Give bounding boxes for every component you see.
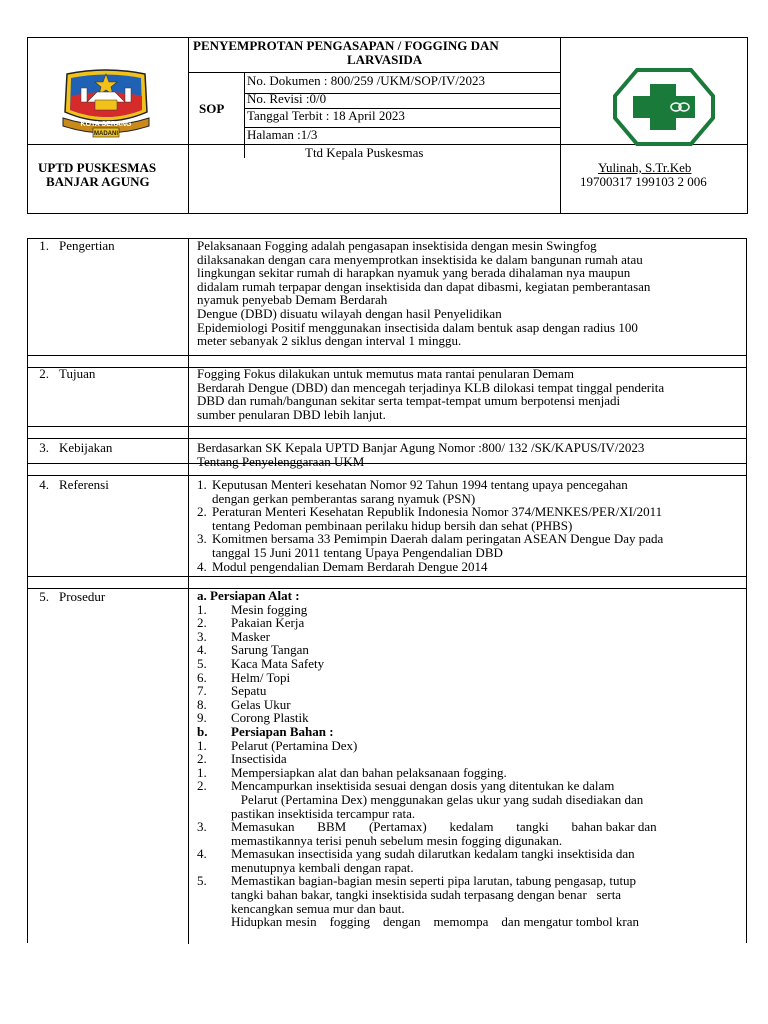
- list-item: 1. Mesin fogging: [197, 601, 308, 617]
- list-item: 4. Sarung Tangan: [197, 642, 309, 658]
- row-label-kebijakan: 3. Kebijakan: [39, 440, 113, 455]
- signer-nip: 19700317 199103 2 006: [580, 174, 707, 189]
- page-number: Halaman :1/3: [247, 127, 318, 142]
- procedure-step: 1. Mempersiapkan alat dan bahan pelaksanaan fogging.: [197, 764, 507, 780]
- pengertian-text: Pelaksanaan Fogging adalah pengasapan insektisida dengan mesin Swingfog dilaksanakan dengan cara menyemprotkan insektisida ke dalam bangunan rumah atau lingkungan sekitar rumah di harapkan nyamuk yang berada dihalaman nya maupun didalam rumah terpapar dengan insektisida dan dapat dibasmi, kegiatan pemberantasan nyamuk penyebab Demam Berdarah Dengue (DBD) disuatu wilayah dengan hasil Penyelidikan Epidemiologi Positif menggunakan insectisida dalam bentuk asap dengan radius 100 meter sebanyak 2 siklus dengan interval 1 minggu.: [197, 238, 651, 349]
- list-item: 2. Insectisida: [197, 751, 287, 767]
- list-item: 8. Gelas Ukur: [197, 696, 291, 712]
- sop-title-line1: PENYEMPROTAN PENGASAPAN / FOGGING DAN: [193, 38, 499, 53]
- signature-label: Ttd Kepala Puskesmas: [305, 145, 424, 160]
- procedure-step: 2. Mencampurkan insektisida sesuai dengan dosis yang ditentukan ke dalam Pelarut (Pertamina Dex) menggunakan gelas ukur yang sudah disediakan dan pastikan insektisida tercampur rata.: [197, 778, 644, 821]
- kebijakan-text: Berdasarkan SK Kepala UPTD Banjar Agung Nomor :800/ 132 /SK/KAPUS/IV/2023 Tentang Penyelenggaraan UKM: [197, 440, 645, 469]
- prosedur-content: [197, 589, 740, 929]
- logo-text-bottom: MADANI: [94, 131, 118, 137]
- procedure-step: 4. Memasukan insectisida yang sudah dilarutkan kedalam tangki insektisida dan menutupnya kembali dengan rapat.: [197, 846, 635, 875]
- list-item: 5. Kaca Mata Safety: [197, 655, 325, 671]
- org-name-line1: UPTD PUSKESMAS: [38, 160, 157, 175]
- referensi-list: [197, 478, 740, 573]
- signer-name: Yulinah, S.Tr.Keb: [598, 160, 692, 175]
- bahan-heading: b. Persiapan Bahan :: [197, 723, 334, 739]
- row-label-tujuan: 2. Tujuan: [39, 366, 96, 381]
- row-label-pengertian: 1. Pengertian: [39, 238, 115, 253]
- row-label-prosedur: 5. Prosedur: [39, 589, 106, 604]
- list-item: 7. Sepatu: [197, 683, 267, 699]
- procedure-step: 3. Memasukan BBM (Pertamax) kedalam tangki bahan bakar dan memastikannya terisi penuh sebelum mesin fogging digunakan.: [197, 819, 657, 848]
- list-item: 1. Pelarut (Pertamina Dex): [197, 737, 358, 753]
- list-item: 3. Komitmen bersama 33 Pemimpin Daerah dalam peringatan ASEAN Dengue Day pada tanggal 15 Juni 2011 tentang Upaya Pengendalian DBD: [197, 531, 664, 560]
- logo-text-top: KOTA SERANG: [80, 121, 132, 128]
- alat-heading: a. Persiapan Alat :: [197, 588, 300, 603]
- org-name-line2: BANJAR AGUNG: [46, 174, 150, 189]
- list-item: 4. Modul pengendalian Demam Berdarah Dengue 2014: [197, 558, 488, 574]
- list-item: 2. Pakaian Kerja: [197, 615, 305, 631]
- doc-number: No. Dokumen : 800/259 /UKM/SOP/IV/2023: [247, 73, 485, 88]
- list-item: 2. Peraturan Menteri Kesehatan Republik Indonesia Nomor 374/MENKES/PER/XI/2011 tentang Pedoman pembinaan perilaku hidup bersih dan sehat (PHBS): [197, 504, 663, 533]
- sop-title-line2: LARVASIDA: [347, 52, 423, 67]
- list-item: 6. Helm/ Topi: [197, 669, 291, 685]
- row-label-referensi: 4. Referensi: [39, 477, 109, 492]
- puskesmas-logo: [613, 68, 715, 146]
- revision-number: No. Revisi :0/0: [247, 91, 327, 106]
- city-logo: [57, 66, 155, 142]
- list-item: 9. Corong Plastik: [197, 710, 309, 726]
- list-item: 1. Keputusan Menteri kesehatan Nomor 92 Tahun 1994 tentang upaya pencegahan dengan gerkan pemberantas sarang nyamuk (PSN): [197, 477, 628, 506]
- tujuan-text: Fogging Fokus dilakukan untuk memutus mata rantai penularan Demam Berdarah Dengue (DBD) dan mencegah terjadinya KLB dilokasi tempat tinggal penderita DBD dan rumah/bangunan sekitar serta tempat-tempat umum berpotensi menjadi sumber penularan DBD lebih lanjut.: [197, 366, 665, 422]
- issue-date: Tanggal Terbit : 18 April 2023: [247, 108, 405, 123]
- sop-label: SOP: [199, 101, 225, 116]
- list-item: 3. Masker: [197, 628, 270, 644]
- procedure-step: 5. Memastikan bagian-bagian mesin seperti pipa larutan, tabung pengasap, tutup tangki bahan bakar, tangki insektisida sudah terpasang dengan benar serta kencangkan semua mur dan baut. Hidupkan mesin fogging dengan memompa dan mengatur tombol kran: [197, 873, 639, 930]
